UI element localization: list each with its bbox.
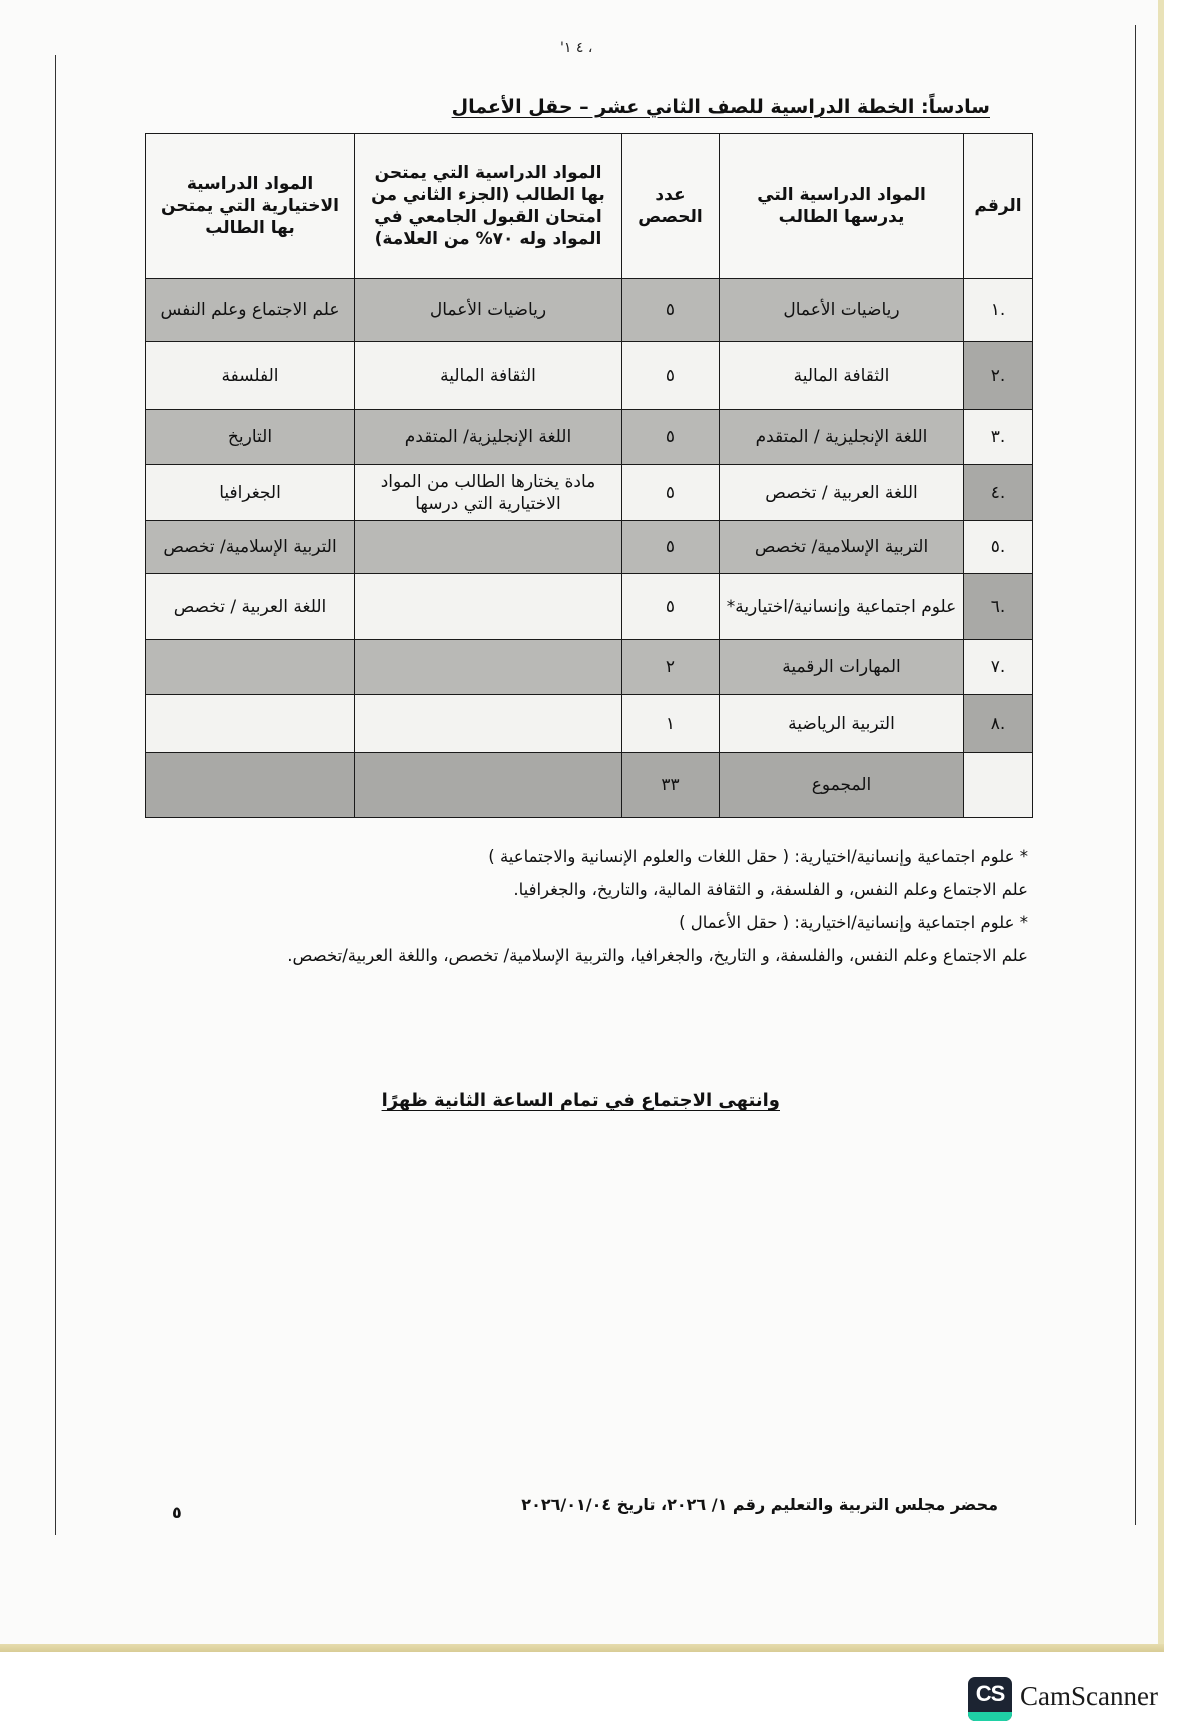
row-periods: ٥ [622,279,720,342]
row-optional [146,695,355,753]
row-periods: ٥ [622,410,720,465]
row-subject: علوم اجتماعية وإنسانية/اختيارية* [720,574,964,640]
camscanner-watermark: CamScanner [1020,1681,1158,1711]
row-subject: الثقافة المالية [720,342,964,410]
row-periods: ٥ [622,342,720,410]
row-periods: ٥ [622,521,720,574]
row-exam [355,574,622,640]
header-subjects: المواد الدراسية التي يدرسها الطالب [720,134,964,279]
footnote-languages-list: علم الاجتماع وعلم النفس، و الفلسفة، و الثقافة المالية، والتاريخ، والجغرافيا. [513,880,1028,899]
row-optional: التاريخ [146,410,355,465]
paper-edge-bottom [0,1644,1164,1652]
row-subject: اللغة الإنجليزية / المتقدم [720,410,964,465]
row-optional: اللغة العربية / تخصص [146,574,355,640]
footnote-business-heading: * علوم اجتماعية وإنسانية/اختيارية: ( حقل الأعمال ) [679,913,1028,932]
page-footer: محضر مجلس التربية والتعليم رقم ١/ ٢٠٢٦، تاريخ ٢٠٢٦/٠١/٠٤ [521,1495,998,1514]
table-row [146,410,1033,465]
row-periods: ٢ [622,640,720,695]
paper-edge-right [1158,0,1164,1652]
header-optional-subjects: المواد الدراسية الاختيارية التي يمتحن بها الطالب [146,134,355,279]
table-row [146,640,1033,695]
row-exam [355,695,622,753]
table-total-row [146,753,1033,818]
study-plan-table [145,133,1033,818]
row-subject: التربية الإسلامية/ تخصص [720,521,964,574]
row-number: .٥ [964,521,1033,574]
table-row [146,465,1033,521]
row-optional: علم الاجتماع وعلم النفس [146,279,355,342]
row-exam [355,640,622,695]
row-number: .٤ [964,465,1033,521]
row-exam: رياضيات الأعمال [355,279,622,342]
row-periods: ١ [622,695,720,753]
row-periods: ٥ [622,574,720,640]
row-number: .١ [964,279,1033,342]
total-periods: ٣٣ [622,753,720,818]
row-exam: اللغة الإنجليزية/ المتقدم [355,410,622,465]
footnote-business-list: علم الاجتماع وعلم النفس، والفلسفة، و التاريخ، والجغرافيا، والتربية الإسلامية/ تخصص، واللغة العربية/تخصص. [287,946,1028,965]
total-optional-cell [146,753,355,818]
page-left-border-line [55,55,56,1535]
row-exam [355,521,622,574]
row-subject: اللغة العربية / تخصص [720,465,964,521]
total-exam-cell [355,753,622,818]
camscanner-logo-text: CS [975,1681,1005,1706]
table-row [146,521,1033,574]
page-number: ٥ [172,1503,182,1522]
header-periods: عدد الحصص [622,134,720,279]
row-exam: مادة يختارها الطالب من المواد الاختيارية التي درسها [355,465,622,521]
total-number-cell [964,753,1033,818]
row-number: .٢ [964,342,1033,410]
top-marks: ، ٤ ١' [560,40,593,56]
table-row [146,342,1033,410]
row-optional [146,640,355,695]
section-title: سادساً: الخطة الدراسية للصف الثاني عشر – حقل الأعمال [451,96,990,118]
camscanner-logo-icon [968,1677,1012,1721]
header-number: الرقم [964,134,1033,279]
row-optional: الفلسفة [146,342,355,410]
table-row [146,695,1033,753]
row-subject: المهارات الرقمية [720,640,964,695]
camscanner-logo-accent [968,1712,1012,1721]
table-row [146,279,1033,342]
row-number: .٧ [964,640,1033,695]
row-subject: رياضيات الأعمال [720,279,964,342]
row-subject: التربية الرياضية [720,695,964,753]
footnote-languages-heading: * علوم اجتماعية وإنسانية/اختيارية: ( حقل اللغات والعلوم الإنسانية والاجتماعية ) [488,847,1028,866]
row-number: .٦ [964,574,1033,640]
header-exam-subjects: المواد الدراسية التي يمتحن بها الطالب (الجزء الثاني من امتحان القبول الجامعي في المواد وله ٧٠% من العلامة) [355,134,622,279]
row-number: .٣ [964,410,1033,465]
table-header-row [146,134,1033,279]
page-right-border-line [1135,25,1136,1525]
meeting-closing-statement: وانتهى الاجتماع في تمام الساعة الثانية ظهرًا [381,1090,780,1111]
footnotes [108,840,1028,972]
table-row [146,574,1033,640]
row-periods: ٥ [622,465,720,521]
row-optional: الجغرافيا [146,465,355,521]
total-label: المجموع [720,753,964,818]
row-exam: الثقافة المالية [355,342,622,410]
row-number: .٨ [964,695,1033,753]
row-optional: التربية الإسلامية/ تخصص [146,521,355,574]
